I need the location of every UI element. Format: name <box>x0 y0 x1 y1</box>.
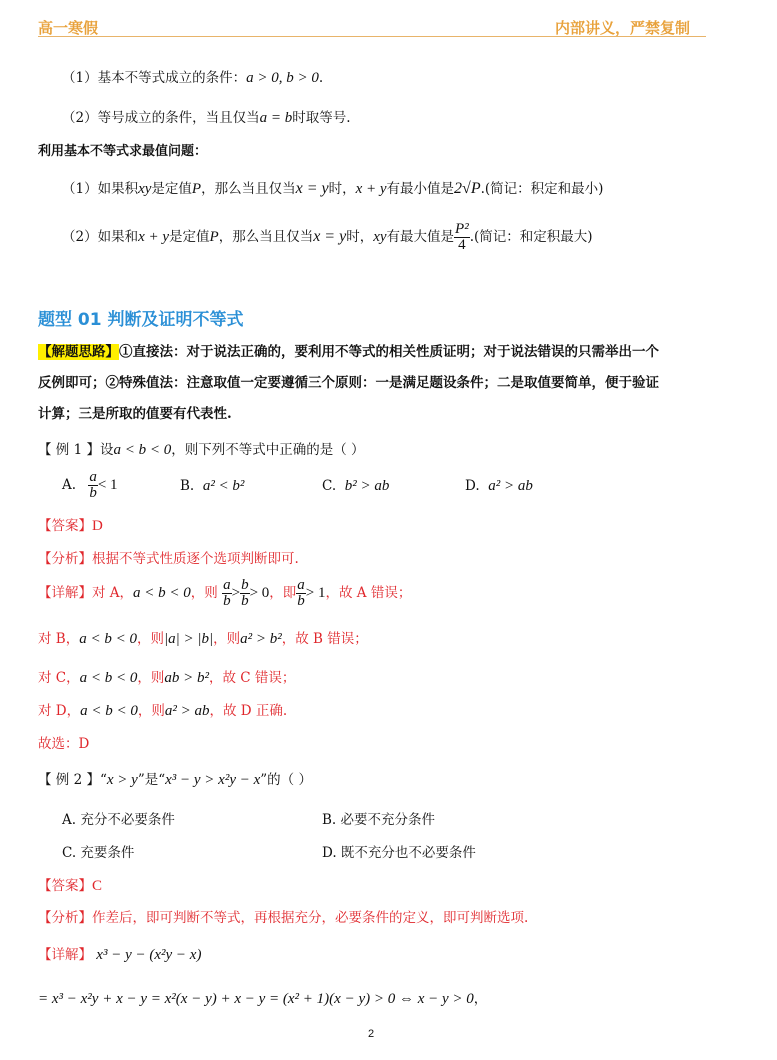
ex1-d1-f3d: b <box>297 593 305 609</box>
ex1-q-a: 【 例 1 】设 <box>38 442 114 458</box>
ex1-d1-f1n: a <box>223 577 231 593</box>
ex2-analysis-label: 【分析】 <box>38 910 92 926</box>
ex2-answer-value: C <box>92 878 103 894</box>
tips-l1: ①直接法：对于说法正确的，要利用不等式的相关性质证明；对于说法错误的只需举出一个 <box>119 344 659 360</box>
rule-2 <box>62 222 593 253</box>
ex1-d1-frac1 <box>222 578 232 609</box>
ex2-detail-tail: ， <box>473 991 488 1007</box>
ex1-a-fraction <box>88 470 98 501</box>
ex2-detail-label: 【详解】 <box>38 947 92 963</box>
ex2-question <box>38 768 312 789</box>
topic-heading: 利用基本不等式求最值问题： <box>38 144 208 159</box>
ex2-analysis <box>38 906 528 926</box>
intro-l1-math: a > 0, b > 0 <box>246 70 319 86</box>
ex1-d2-d: ，故 B 错误； <box>281 631 368 647</box>
ex1-a-label: A. <box>62 477 77 493</box>
ex1-d1-a: 对 A， <box>92 585 134 601</box>
ex1-d3-a: 对 C， <box>38 670 80 686</box>
rule1-sum: x + y <box>355 181 387 197</box>
section-title: 题型 01 判断及证明不等式 <box>38 310 244 330</box>
ex1-d1-frac3 <box>296 578 306 609</box>
header-left-title: 高一寒假 <box>38 19 99 37</box>
ex1-option-b <box>180 478 244 495</box>
ex2-q-a: 【 例 2 】“ <box>38 772 107 788</box>
intro-line-2 <box>62 106 351 127</box>
ex1-d2-math2: a² > b² <box>240 631 282 647</box>
ex1-d2-a: 对 B， <box>38 631 80 647</box>
ex1-a-rest: < 1 <box>97 477 118 493</box>
ex1-c-math: b² > ab <box>344 478 390 494</box>
ex1-d-math: a² > ab <box>488 478 533 494</box>
ex1-d1-f2n: b <box>241 577 249 593</box>
ex1-analysis-label: 【分析】 <box>38 551 92 567</box>
ex1-option-c <box>322 478 389 495</box>
ex1-d2-abs: |a| > |b| <box>163 631 214 647</box>
rule2-d: 时， <box>346 229 374 245</box>
ex1-detail-d <box>38 699 287 720</box>
ex1-d1-math: a < b < 0 <box>133 585 191 601</box>
ex1-d4-a: 对 D， <box>38 703 81 719</box>
ex1-a-num: a <box>89 469 97 485</box>
rule2-xy: xy <box>373 229 387 245</box>
rule2-den: 4 <box>458 237 466 253</box>
ex1-d1-gt0: > 0 <box>249 585 270 601</box>
ex2-option-d: D. 既不充分也不必要条件 <box>322 845 476 861</box>
ex1-b-label: B. <box>180 478 195 494</box>
rule1-d: 时， <box>328 181 356 197</box>
intro-l2-end: 时取等号. <box>292 110 351 126</box>
ex1-d1-c: ，即 <box>269 585 297 601</box>
ex1-detail-label: 【详解】 <box>38 585 92 601</box>
ex1-d-label: D. <box>465 478 480 494</box>
ex1-d1-gt: > <box>231 585 241 601</box>
ex2-q-b: ”是“ <box>137 772 166 788</box>
ex1-d1-d: ，故 A 错误； <box>325 585 412 601</box>
ex2-q-math2: x³ − y > x²y − x <box>165 772 261 788</box>
ex2-detail-1 <box>38 943 201 964</box>
ex2-detail-math2: = x³ − x²y + x − y = x²(x − y) + x − y = (x² + 1)(x − y) > 0 ⇔ x − y > 0 <box>38 991 474 1007</box>
intro-line-1 <box>62 66 323 87</box>
ex1-d4-b: ，则 <box>137 703 165 719</box>
rule-1 <box>62 177 603 198</box>
ex1-detail-b <box>38 627 368 648</box>
ex1-choice: 故选：D <box>38 736 90 752</box>
ex1-d4-math: a < b < 0 <box>80 703 138 719</box>
ex2-option-c: C. 充要条件 <box>62 845 135 861</box>
ex1-answer-value: D <box>92 518 103 534</box>
intro-l2-text: （2）等号成立的条件，当且仅当 <box>62 110 260 126</box>
rule2-a: （2）如果和 <box>62 229 139 245</box>
ex2-answer-label: 【答案】 <box>38 878 92 894</box>
rule1-c: ，那么当且仅当 <box>201 181 296 197</box>
page-number: 2 <box>368 1028 375 1040</box>
ex1-option-a <box>62 470 118 501</box>
rule2-num: P² <box>455 221 469 237</box>
ex1-d3-c: ，故 C 错误； <box>209 670 296 686</box>
ex2-analysis-text: 作差后，即可判断不等式，再根据充分，必要条件的定义，即可判断选项. <box>92 910 529 926</box>
ex2-q-c: ”的（ ） <box>260 772 312 788</box>
tips-label: 【解题思路】 <box>38 344 119 360</box>
rule1-eq: x = y <box>295 180 329 197</box>
rule2-p: P <box>209 229 219 245</box>
ex1-answer <box>38 514 103 535</box>
ex1-answer-label: 【答案】 <box>38 518 92 534</box>
ex1-a-den: b <box>89 485 97 501</box>
ex1-b-math: a² < b² <box>202 478 245 494</box>
ex2-detail-2 <box>38 987 487 1008</box>
rule1-value: 2√P <box>454 180 481 197</box>
ex1-d1-frac2 <box>240 578 250 609</box>
rule2-c: ，那么当且仅当 <box>218 229 314 245</box>
rule2-sum: x + y <box>138 229 170 245</box>
ex1-detail-c <box>38 666 295 687</box>
rule1-a: （1）如果积 <box>62 181 139 197</box>
ex2-q-math1: x > y <box>106 772 138 788</box>
intro-l1-end: . <box>318 70 324 86</box>
ex1-c-label: C. <box>322 478 337 494</box>
rule2-f: .(简记：和定积最大) <box>469 229 593 245</box>
ex1-analysis <box>38 547 299 567</box>
ex1-d4-c: ，故 D 正确. <box>209 703 288 719</box>
ex1-d1-f3n: a <box>297 577 305 593</box>
ex1-d3-b: ，则 <box>137 670 165 686</box>
ex1-d2-math: a < b < 0 <box>79 631 137 647</box>
ex1-q-b: ，则下列不等式中正确的是（ ） <box>171 442 365 458</box>
rule1-xy: xy <box>138 181 152 197</box>
tips-line-1 <box>38 340 659 360</box>
rule1-p: P <box>191 181 202 197</box>
ex1-question <box>38 438 365 459</box>
ex1-d1-f1d: b <box>223 593 231 609</box>
ex1-q-math: a < b < 0 <box>113 442 172 458</box>
header-right-notice: 内部讲义，严禁复制 <box>555 19 691 37</box>
ex1-d3-math2: ab > b² <box>164 670 209 686</box>
intro-l2-math: a = b <box>259 110 293 126</box>
ex1-d4-math2: a² > ab <box>164 703 210 719</box>
ex1-d3-math: a < b < 0 <box>79 670 138 686</box>
ex2-option-a: A. 充分不必要条件 <box>62 812 175 828</box>
ex1-analysis-text: 根据不等式性质逐个选项判断即可. <box>92 551 299 567</box>
rule2-eq: x = y <box>313 228 347 245</box>
ex2-detail-math1: x³ − y − (x²y − x) <box>96 947 202 963</box>
ex1-d1-f2d: b <box>241 593 249 609</box>
header-divider <box>38 36 706 37</box>
rule1-b: 是定值 <box>151 181 192 197</box>
ex1-detail-a <box>38 578 411 609</box>
intro-l1-text: （1）基本不等式成立的条件： <box>62 70 247 86</box>
ex1-d2-b: ，则 <box>136 631 164 647</box>
tips-line-3: 计算；三是所取的值要有代表性. <box>38 406 232 422</box>
ex2-answer <box>38 874 102 895</box>
ex1-option-d <box>465 478 533 495</box>
rule2-b: 是定值 <box>169 229 210 245</box>
ex1-d2-c: ，则 <box>213 631 241 647</box>
ex1-d1-gt1: > 1 <box>305 585 326 601</box>
tips-line-2: 反例即可；②特殊值法：注意取值一定要遵循三个原则：一是满足题设条件；二是取值要简单，便于验证 <box>38 375 659 391</box>
rule2-e: 有最大值是 <box>386 229 455 245</box>
ex1-d1-b: ，则 <box>190 585 218 601</box>
rule1-e: 有最小值是 <box>386 181 455 197</box>
rule1-f: .(简记：积定和最小) <box>480 181 604 197</box>
ex2-option-b: B. 必要不充分条件 <box>322 812 436 828</box>
rule2-fraction <box>454 222 470 253</box>
